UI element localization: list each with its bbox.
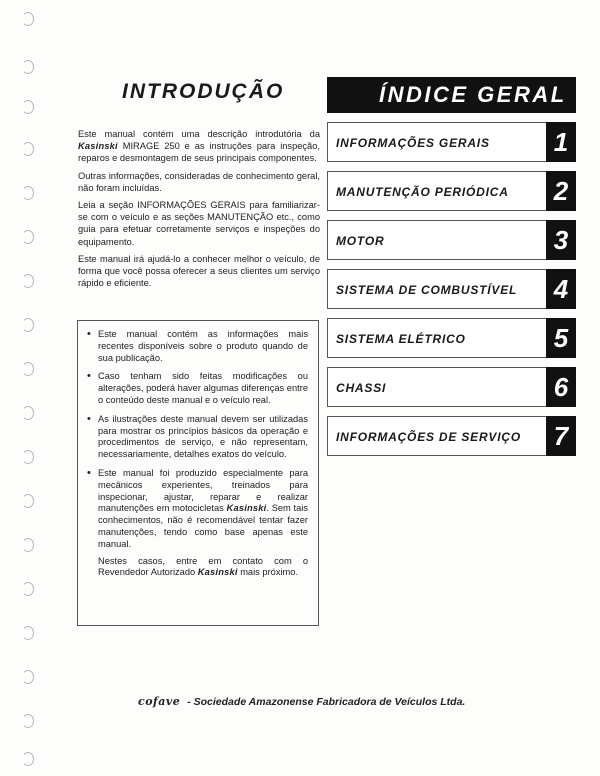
brand-name: Kasinski	[197, 567, 238, 578]
footer-text: - Sociedade Amazonense Fabricadora de Veículos Ltda.	[187, 696, 466, 708]
intro-paragraph-4: Este manual irá ajudá-lo a conhecer melhor o veículo, de forma que você possa oferecer a seus clientes um serviço rápido e eficiente.	[78, 253, 320, 289]
index-item-number: 5	[546, 318, 576, 358]
intro-p1-end: MIRAGE 250 e as instruções para inspeção, reparos e desmontagem de seus principais componentes.	[78, 141, 320, 164]
index-item-label: INFORMAÇÕES DE SERVIÇO	[336, 430, 521, 444]
intro-paragraph-2: Outras informações, consideradas de conhecimento geral, não foram incluídas.	[78, 170, 320, 193]
closing-start: Nestes casos, entre em contato com o Revendedor Autorizado	[98, 555, 308, 578]
closing-end: mais próximo.	[237, 567, 299, 578]
notes-list	[86, 329, 308, 551]
index-list	[327, 122, 576, 465]
index-item-number: 7	[546, 416, 576, 456]
index-item-informacoes-de-servico[interactable]	[327, 416, 576, 456]
note-item-2: • Caso tenham sido feitas modificações ou alterações, poderá haver algumas diferenças entre o conteúdo deste manual e o veículo real.	[86, 371, 308, 406]
index-item-sistema-de-combustivel[interactable]	[327, 269, 576, 309]
company-logo: cofave	[138, 695, 181, 708]
note-4-end: . Sem tais conhecimentos, não é recomendável tentar fazer manutenções, tendo como base apenas este manual.	[98, 503, 308, 549]
index-item-label: SISTEMA ELÉTRICO	[336, 332, 466, 346]
index-item-label: CHASSI	[336, 381, 387, 395]
notes-closing	[86, 556, 308, 580]
footer	[138, 695, 558, 708]
index-item-number: 3	[546, 220, 576, 260]
intro-paragraph-1	[78, 128, 320, 165]
intro-p1-start: Este manual contém uma descrição introdutória da	[78, 129, 320, 139]
note-4-start: Este manual foi produzido especialmente para mecânicos experientes, treinados para inspecionar, ajustar, reparar e realizar manutenções em motocicletas	[98, 467, 308, 514]
note-item-3: • As ilustrações deste manual devem ser utilizadas para mostrar os princípios básicos da operação e procedimentos de serviço, e não representam, necessariamente, detalhes exatos do veículo.	[86, 414, 308, 461]
index-item-label: MOTOR	[336, 234, 385, 248]
notes-box	[77, 320, 319, 626]
index-item-manutencao-periodica[interactable]	[327, 171, 576, 211]
note-item-4	[86, 468, 308, 551]
index-item-informacoes-gerais[interactable]	[327, 122, 576, 162]
brand-name: Kasinski	[226, 503, 267, 514]
index-item-number: 1	[546, 122, 576, 162]
page-title: INTRODUÇÃO	[122, 80, 285, 103]
index-item-label: MANUTENÇÃO PERIÓDICA	[336, 185, 509, 199]
index-item-label: INFORMAÇÕES GERAIS	[336, 136, 490, 150]
index-item-motor[interactable]	[327, 220, 576, 260]
index-item-number: 2	[546, 171, 576, 211]
binding-holes	[14, 0, 44, 776]
index-item-number: 6	[546, 367, 576, 407]
index-title: ÍNDICE GERAL	[327, 77, 576, 113]
index-item-number: 4	[546, 269, 576, 309]
note-item-1: • Este manual contém as informações mais recentes disponíveis sobre o produto quando de sua publicação.	[86, 329, 308, 364]
index-item-label: SISTEMA DE COMBUSTÍVEL	[336, 283, 518, 297]
intro-paragraph-3: Leia a seção INFORMAÇÕES GERAIS para familiarizar-se com o veículo e as seções MANUTENÇÃO etc., como guia para efetuar corretamente serviços e inspeções do equipamento.	[78, 200, 320, 247]
intro-text	[78, 128, 320, 294]
brand-name: Kasinski	[78, 141, 118, 152]
index-item-sistema-eletrico[interactable]	[327, 318, 576, 358]
index-item-chassi[interactable]	[327, 367, 576, 407]
